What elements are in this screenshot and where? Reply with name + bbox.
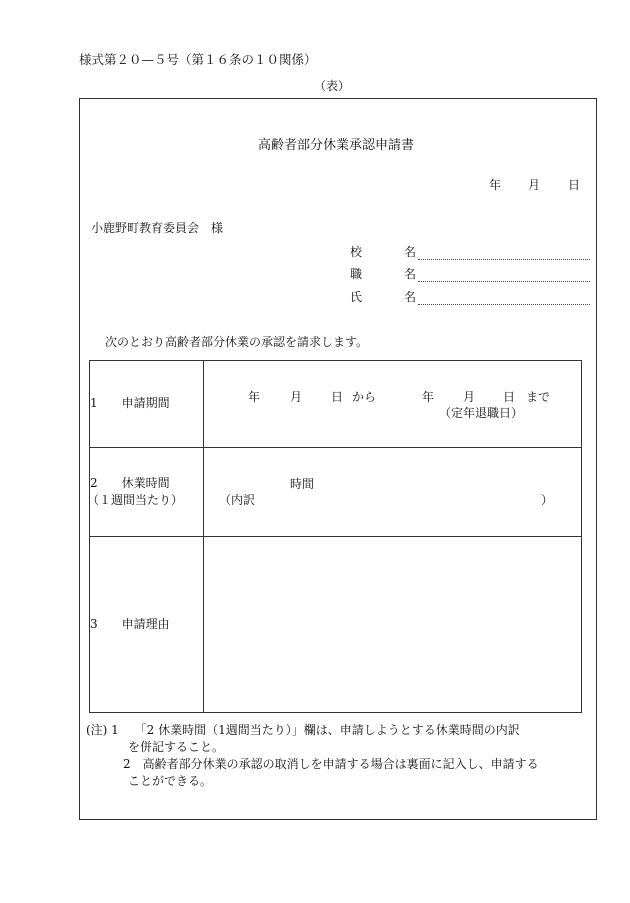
reason-label: 3 申請理由 xyxy=(90,616,170,631)
date-month: 月 xyxy=(528,178,541,192)
period-end-year: 年 xyxy=(422,390,435,404)
period-from: から xyxy=(352,390,377,404)
breakdown-open: （内訳 xyxy=(219,493,256,507)
reason-label-cell xyxy=(90,537,204,713)
note-2-cont: ことができる。 xyxy=(128,774,213,788)
position-label-char1: 職 xyxy=(350,267,363,281)
period-value-cell[interactable] xyxy=(204,361,582,448)
table-row xyxy=(90,448,582,537)
table-row xyxy=(90,361,582,448)
hours-unit: 時間 xyxy=(290,477,315,491)
hours-label-sub: （１週間当たり） xyxy=(87,493,184,507)
hours-label-cell xyxy=(87,448,204,537)
intro-text: 次のとおり高齢者部分休業の承認を請求します。 xyxy=(105,335,369,349)
name-label-char1: 氏 xyxy=(350,290,363,304)
table-row xyxy=(90,537,582,713)
retirement-date-note: （定年退職日） xyxy=(439,406,524,420)
school-label-char1: 校 xyxy=(350,245,363,259)
breakdown-close: ） xyxy=(541,493,554,507)
period-end-day: 日 xyxy=(503,390,516,404)
name-field[interactable] xyxy=(418,304,590,305)
position-field[interactable] xyxy=(418,281,590,282)
school-name-field[interactable] xyxy=(418,259,590,260)
note-2: 2 高齢者部分休業の承認の取消しを申請する場合は裏面に記入し、申請する xyxy=(123,757,539,771)
period-end-month: 月 xyxy=(463,390,476,404)
notes xyxy=(86,722,596,790)
note-1: (注) 1 「2 休業時間（1週間当たり）」欄は、申請しようとする休業時間の内訳 xyxy=(86,723,520,737)
application-table xyxy=(89,360,582,713)
period-label-cell xyxy=(90,361,204,448)
position-label-char2: 名 xyxy=(404,267,417,281)
period-start-month: 月 xyxy=(290,390,303,404)
form-side-label: （表） xyxy=(314,79,351,93)
date-year: 年 xyxy=(489,178,502,192)
date-day: 日 xyxy=(568,178,581,192)
document-title: 高齢者部分休業承認申請書 xyxy=(258,138,415,153)
period-until: まで xyxy=(526,390,551,404)
hours-label: 2 休業時間 xyxy=(90,475,170,490)
name-label-char2: 名 xyxy=(404,290,417,304)
period-start-year: 年 xyxy=(248,390,261,404)
period-start-day: 日 xyxy=(331,390,344,404)
form-number: 様式第２０—５号（第１６条の１０関係） xyxy=(79,52,317,67)
hours-value-cell[interactable] xyxy=(204,448,582,537)
period-label: 1 申請期間 xyxy=(90,396,170,411)
addressee: 小鹿野町教育委員会 様 xyxy=(91,221,224,235)
note-1-cont: を併記すること。 xyxy=(128,740,225,754)
school-label-char2: 名 xyxy=(404,245,417,259)
reason-value-cell[interactable] xyxy=(204,537,582,713)
